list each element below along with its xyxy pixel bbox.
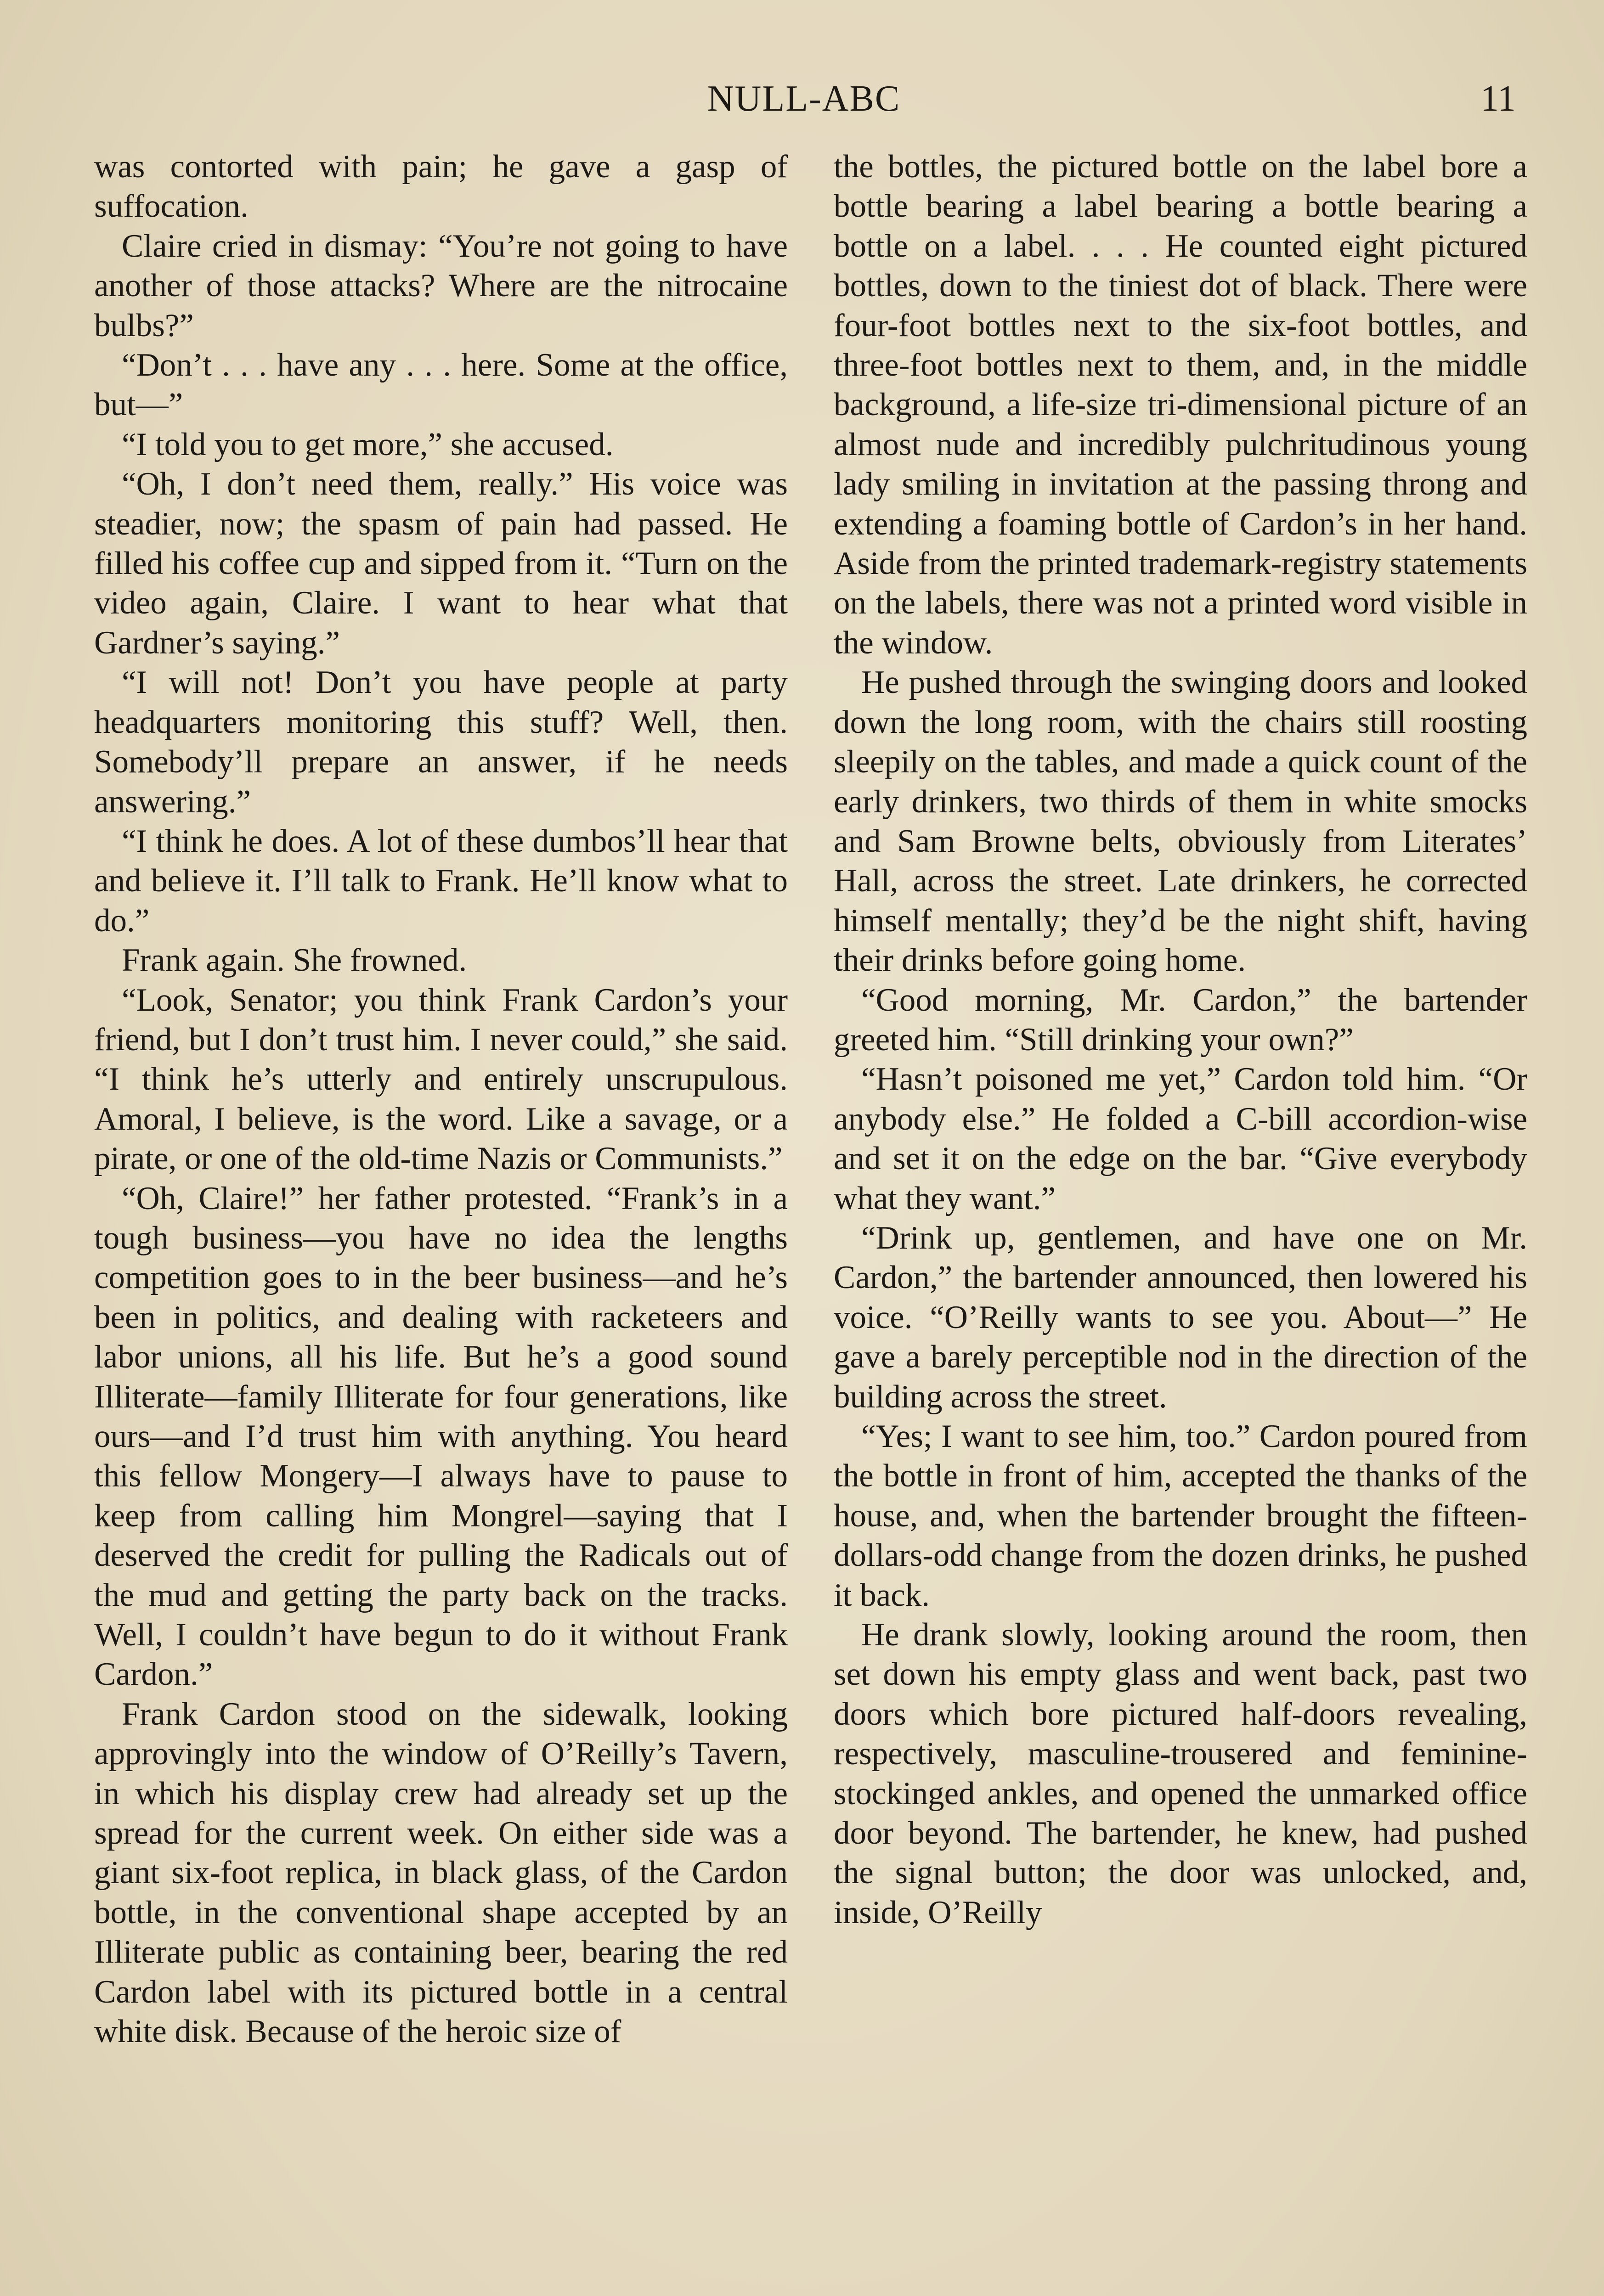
paragraph: He drank slowly, looking around the room, then set down his empty glass and went back, past two doors which bore pictured half-doors revealing, respectively, masculine-trousered and feminine-stockinged ankles, and opened the unmarked office door beyond. The bartender, he knew, had pushed the signal button; the door was unlocked, and, inside, O’Reilly [834, 1617, 1527, 1930]
paragraph: the bottles, the pictured bottle on the label bore a bottle bearing a label bearing a bottle bearing a bottle on a label. . . . He counted eight pictured bottles, down to the tiniest dot of black. There were four-foot bottles next to the six-foot bottles, and three-foot bottles next to them, and, in the middle background, a life-size tri-dimensional picture of an almost nude and incredibly pulchritudinous young lady smiling in invitation at the passing throng and extending a foaming bottle of Cardon’s in her hand. Aside from the printed trademark-registry statements on the labels, there was not a printed word visible in the window. [834, 149, 1527, 661]
paragraph: “Good morning, Mr. Cardon,” the bartender greeted him. “Still drinking your own?” [834, 982, 1527, 1058]
paragraph: “Look, Senator; you think Frank Cardon’s your friend, but I don’t trust him. I never could,” she said. “I think he’s utterly and entirely unscrupulous. Amoral, I believe, is the word. Like a savage, or a pirate, or one of the old-time Nazis or Communists.” [94, 982, 788, 1177]
paragraph: “I will not! Don’t you have people at party headquarters monitoring this stuff? Well, then. Somebody’ll prepare an answer, if he needs answering.” [94, 664, 788, 820]
page-number: 11 [1480, 79, 1516, 119]
paragraph: was contorted with pain; he gave a gasp of suffocation. [94, 149, 788, 225]
paragraph: Frank again. She frowned. [122, 942, 467, 979]
paragraph: “Oh, Claire!” her father protested. “Frank’s in a tough business—you have no idea the lengths competition goes to in the beer business—and he’s been in politics, and dealing with racketeers and labor unions, all his life. But he’s a good sound Illiterate—family Illiterate for four generations, like ours—and I’d trust him with anything. You heard this fellow Mongery—I always have to pause to keep from calling him Mongrel—saying that I deserved the credit for pulling the Radicals out of the mud and getting the party back on the tracks. Well, I couldn’t have begun to do it without Frank Cardon.” [94, 1180, 788, 1693]
running-head [92, 69, 1516, 124]
left-column [94, 147, 788, 2052]
paragraph: “I told you to get more,” she accused. [122, 426, 614, 462]
paragraph: “I think he does. A lot of these dumbos’ll hear that and believe it. I’ll talk to Frank. He’ll know what to do.” [94, 823, 788, 939]
right-column [834, 147, 1527, 1932]
paragraph: “Hasn’t poisoned me yet,” Cardon told him. “Or anybody else.” He folded a C-bill accordion-wise and set it on the edge on the bar. “Give everybody what they want.” [834, 1061, 1527, 1216]
paragraph: He pushed through the swinging doors and looked down the long room, with the chairs still roosting sleepily on the tables, and made a quick count of the early drinkers, two thirds of them in white smocks and Sam Browne belts, obviously from Literates’ Hall, across the street. Late drinkers, he corrected himself mentally; they’d be the night shift, having their drinks before going home. [834, 664, 1527, 979]
paragraph: Frank Cardon stood on the sidewalk, looking approvingly into the window of O’Reilly’s Tavern, in which his display crew had already set up the spread for the current week. On either side was a giant six-foot replica, in black glass, of the Cardon bottle, in the conventional shape accepted by an Illiterate public as containing beer, bearing the red Cardon label with its pictured bottle in a central white disk. Because of the heroic size of [94, 1696, 788, 2050]
paragraph: “Don’t . . . have any . . . here. Some at the office, but—” [94, 347, 788, 423]
running-title: NULL-ABC [707, 79, 901, 119]
paragraph: Claire cried in dismay: “You’re not going to have another of those attacks? Where are the nitrocaine bulbs?” [94, 228, 788, 343]
paragraph: “Yes; I want to see him, too.” Cardon poured from the bottle in front of him, accepted the thanks of the house, and, when the bartender brought the fifteen-dollars-odd change from the dozen drinks, he pushed it back. [834, 1418, 1527, 1613]
paragraph: “Drink up, gentlemen, and have one on Mr. Cardon,” the bartender announced, then lowered his voice. “O’Reilly wants to see you. About—” He gave a barely perceptible nod in the direction of the building across the street. [834, 1220, 1527, 1415]
paragraph: “Oh, I don’t need them, really.” His voice was steadier, now; the spasm of pain had passed. He filled his coffee cup and sipped from it. “Turn on the video again, Claire. I want to hear what that Gardner’s saying.” [94, 466, 788, 661]
